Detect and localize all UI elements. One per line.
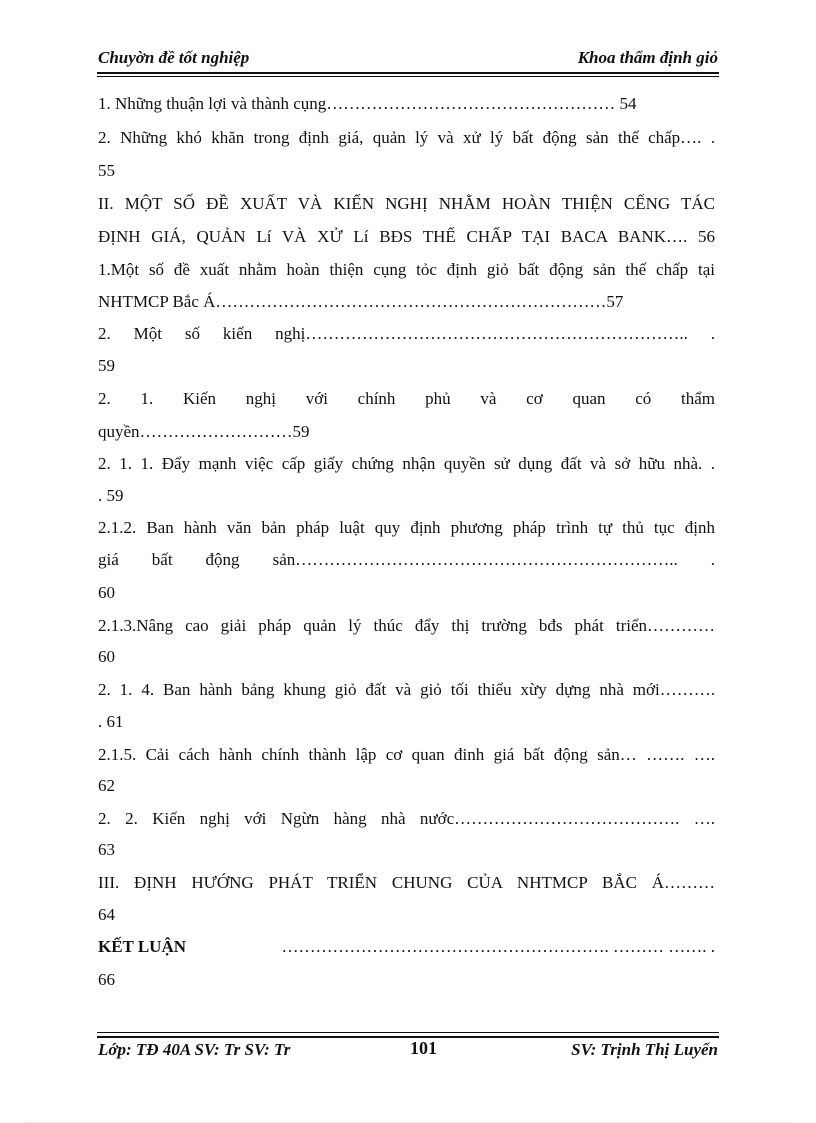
toc-line: III. ĐỊNH HƯỚNG PHÁT TRIỂN CHUNG CỦA NHTMCP BẮC Á……… <box>98 873 715 892</box>
toc-line: 2. 1. 4. Ban hành bảng khung giỏ đất và giỏ tối thiểu xừy dựng nhà mới………. <box>98 680 715 699</box>
footer-rule-thin <box>97 1032 719 1033</box>
toc-line: 1.Một số đề xuất nhằm hoàn thiện cụng tỏc định giỏ bất động sản thế chấp tại <box>98 260 715 279</box>
footer-class-info: Lớp: TĐ 40A SV: Tr SV: Tr <box>98 1040 291 1059</box>
conclusion-label: KẾT LUẬN <box>98 937 187 956</box>
toc-line: NHTMCP Bắc Á……………………………………………………………57 <box>98 292 624 311</box>
toc-line: 1. Những thuận lợi và thành cụng…………………………………………… 54 <box>98 94 637 113</box>
header-rule-thin <box>97 76 719 77</box>
page-footer <box>98 1038 718 1062</box>
toc-line: 2. 2. Kiến nghị với Ngừn hàng nhà nước…………………………………. …. <box>98 809 715 828</box>
toc-line: ĐỊNH GIÁ, QUẢN Lí VÀ XỬ Lí BĐS THẾ CHẤP TẠI BACA BANK…. 56 <box>98 227 715 246</box>
toc-line: 66 <box>98 970 115 989</box>
toc-line: 2.1.2. Ban hành văn bản pháp luật quy định phương pháp trình tự thủ tục định <box>98 518 715 537</box>
toc-line: giá bất động sản………………………………………………………….. . <box>98 550 715 569</box>
toc-line: 60 <box>98 583 115 602</box>
toc-line: . 59 <box>98 486 124 505</box>
toc-line: 2. Một số kiến nghị………………………………………………………….. . <box>98 324 715 343</box>
toc-line: 2.1.5. Cải cách hành chính thành lập cơ quan đinh giá bất động sản… ……. …. <box>98 745 715 764</box>
toc-line: 2. 1. Kiến nghị với chính phủ và cơ quan có thẩm <box>98 389 715 408</box>
toc-line: 55 <box>98 161 115 180</box>
toc-line: 60 <box>98 647 115 666</box>
toc-line: II. MỘT SỐ ĐỀ XUẤT VÀ KIẾN NGHỊ NHẰM HOÀN THIỆN CẾNG TÁC <box>98 194 715 213</box>
footer-student-name: SV: Trịnh Thị Luyến <box>571 1040 718 1059</box>
toc-line-conclusion <box>98 937 715 957</box>
page-header <box>98 46 718 72</box>
toc-line: 2. Những khó khăn trong định giá, quản lý và xử lý bất động sản thế chấp…. . <box>98 128 715 147</box>
header-rule-thick <box>97 72 719 74</box>
page-number: 101 <box>410 1038 437 1058</box>
toc-line: 62 <box>98 776 115 795</box>
toc-line: 2. 1. 1. Đẩy mạnh việc cấp giấy chứng nhận quyền sử dụng đất và sở hữu nhà. . <box>98 454 715 473</box>
header-title-left: Chuyờn đề tốt nghiệp <box>98 48 250 67</box>
toc-line: 2.1.3.Nâng cao giải pháp quản lý thúc đẩy thị trường bđs phát triển………… <box>98 616 715 635</box>
toc-line: . 61 <box>98 712 124 731</box>
toc-line: 64 <box>98 905 115 924</box>
header-title-right: Khoa thẩm định giỏ <box>577 48 718 67</box>
toc-line: quyền………………………59 <box>98 422 310 441</box>
toc-line: 59 <box>98 356 115 375</box>
conclusion-leader: …………………………………………………. ……… ……. . <box>281 937 715 956</box>
toc-line: 63 <box>98 840 115 859</box>
